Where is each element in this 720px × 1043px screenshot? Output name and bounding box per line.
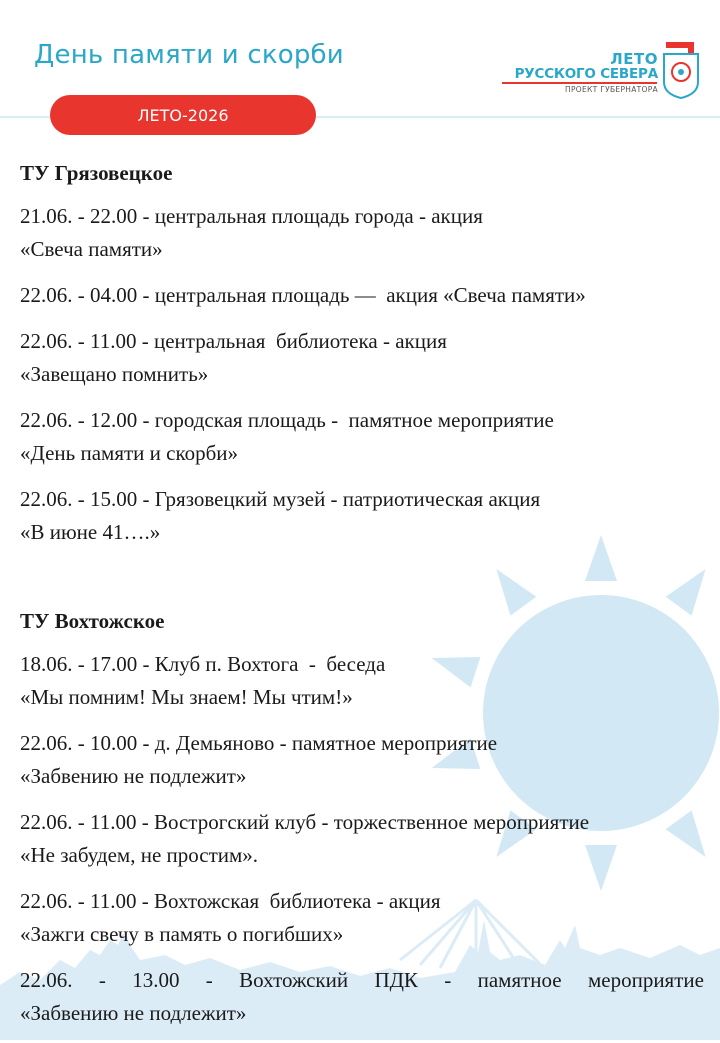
event-line: 18.06. - 17.00 - Клуб п. Вохтога - беседа: [20, 652, 386, 676]
page-title: День памяти и скорби: [34, 40, 344, 70]
event-line: «Забвению не подлежит»: [20, 764, 247, 788]
event-word: 22.06.: [20, 968, 73, 992]
section-title: ТУ Грязовецкое: [20, 161, 173, 185]
event-line: «В июне 41….»: [20, 520, 161, 544]
event-entry: [20, 200, 704, 266]
event-word: -: [205, 968, 213, 992]
event-word: 13.00: [132, 968, 180, 992]
event-word: Вохтожский: [239, 968, 349, 992]
event-line: «Зажги свечу в память о погибших»: [20, 922, 344, 946]
year-badge: ЛЕТО-2026: [50, 95, 316, 135]
event-entry: [20, 727, 704, 793]
event-entry: [20, 325, 704, 391]
event-entry: [20, 648, 704, 714]
event-word: мероприятие: [587, 968, 704, 992]
logo-line-2: РУССКОГО СЕВЕРА: [514, 66, 658, 82]
event-entry: [20, 404, 704, 470]
event-line: «Забвению не подлежит»: [20, 1001, 247, 1025]
event-word: -: [98, 968, 106, 992]
event-line: «Завещано помнить»: [20, 362, 209, 386]
event-word: -: [444, 968, 452, 992]
event-word: памятное: [477, 968, 562, 992]
event-word: ПДК: [374, 968, 418, 992]
event-line: 22.06. - 11.00 - Вохтожская библиотека - акция: [20, 889, 441, 913]
event-line: 22.06. - 12.00 - городская площадь - памятное мероприятие: [20, 408, 554, 432]
event-entry: [20, 885, 704, 951]
section-vokhtozhskoe: [20, 606, 704, 1030]
event-line-justified: [20, 964, 704, 997]
section-gryazovetskoe: [20, 158, 704, 549]
event-line: «Не забудем, не простим».: [20, 843, 259, 867]
logo-line-3: ПРОЕКТ ГУБЕРНАТОРА: [565, 85, 658, 94]
event-line: «Мы помним! Мы знаем! Мы чтим!»: [20, 685, 353, 709]
event-line: 22.06. - 10.00 - д. Демьяново - памятное мероприятие: [20, 731, 498, 755]
event-entry: [20, 483, 704, 549]
schedule-content: [20, 158, 704, 1043]
event-entry: [20, 964, 704, 1030]
section-title: ТУ Вохтожское: [20, 609, 165, 633]
event-line: «Свеча памяти»: [20, 237, 163, 261]
event-line: 22.06. - 04.00 - центральная площадь — акция «Свеча памяти»: [20, 283, 586, 307]
event-line: 21.06. - 22.00 - центральная площадь города - акция: [20, 204, 483, 228]
event-line: 22.06. - 11.00 - Вострогский клуб - торжественное мероприятие: [20, 810, 590, 834]
event-line: «День памяти и скорби»: [20, 441, 239, 465]
event-line: 22.06. - 11.00 - центральная библиотека - акция: [20, 329, 447, 353]
event-line: 22.06. - 15.00 - Грязовецкий музей - патриотическая акция: [20, 487, 541, 511]
event-entry: [20, 279, 704, 312]
logo-underline: [502, 82, 657, 84]
emblem-icon: [660, 42, 702, 100]
project-logo: [500, 42, 710, 100]
logo-line-1: ЛЕТО: [610, 50, 658, 68]
event-entry: [20, 806, 704, 872]
